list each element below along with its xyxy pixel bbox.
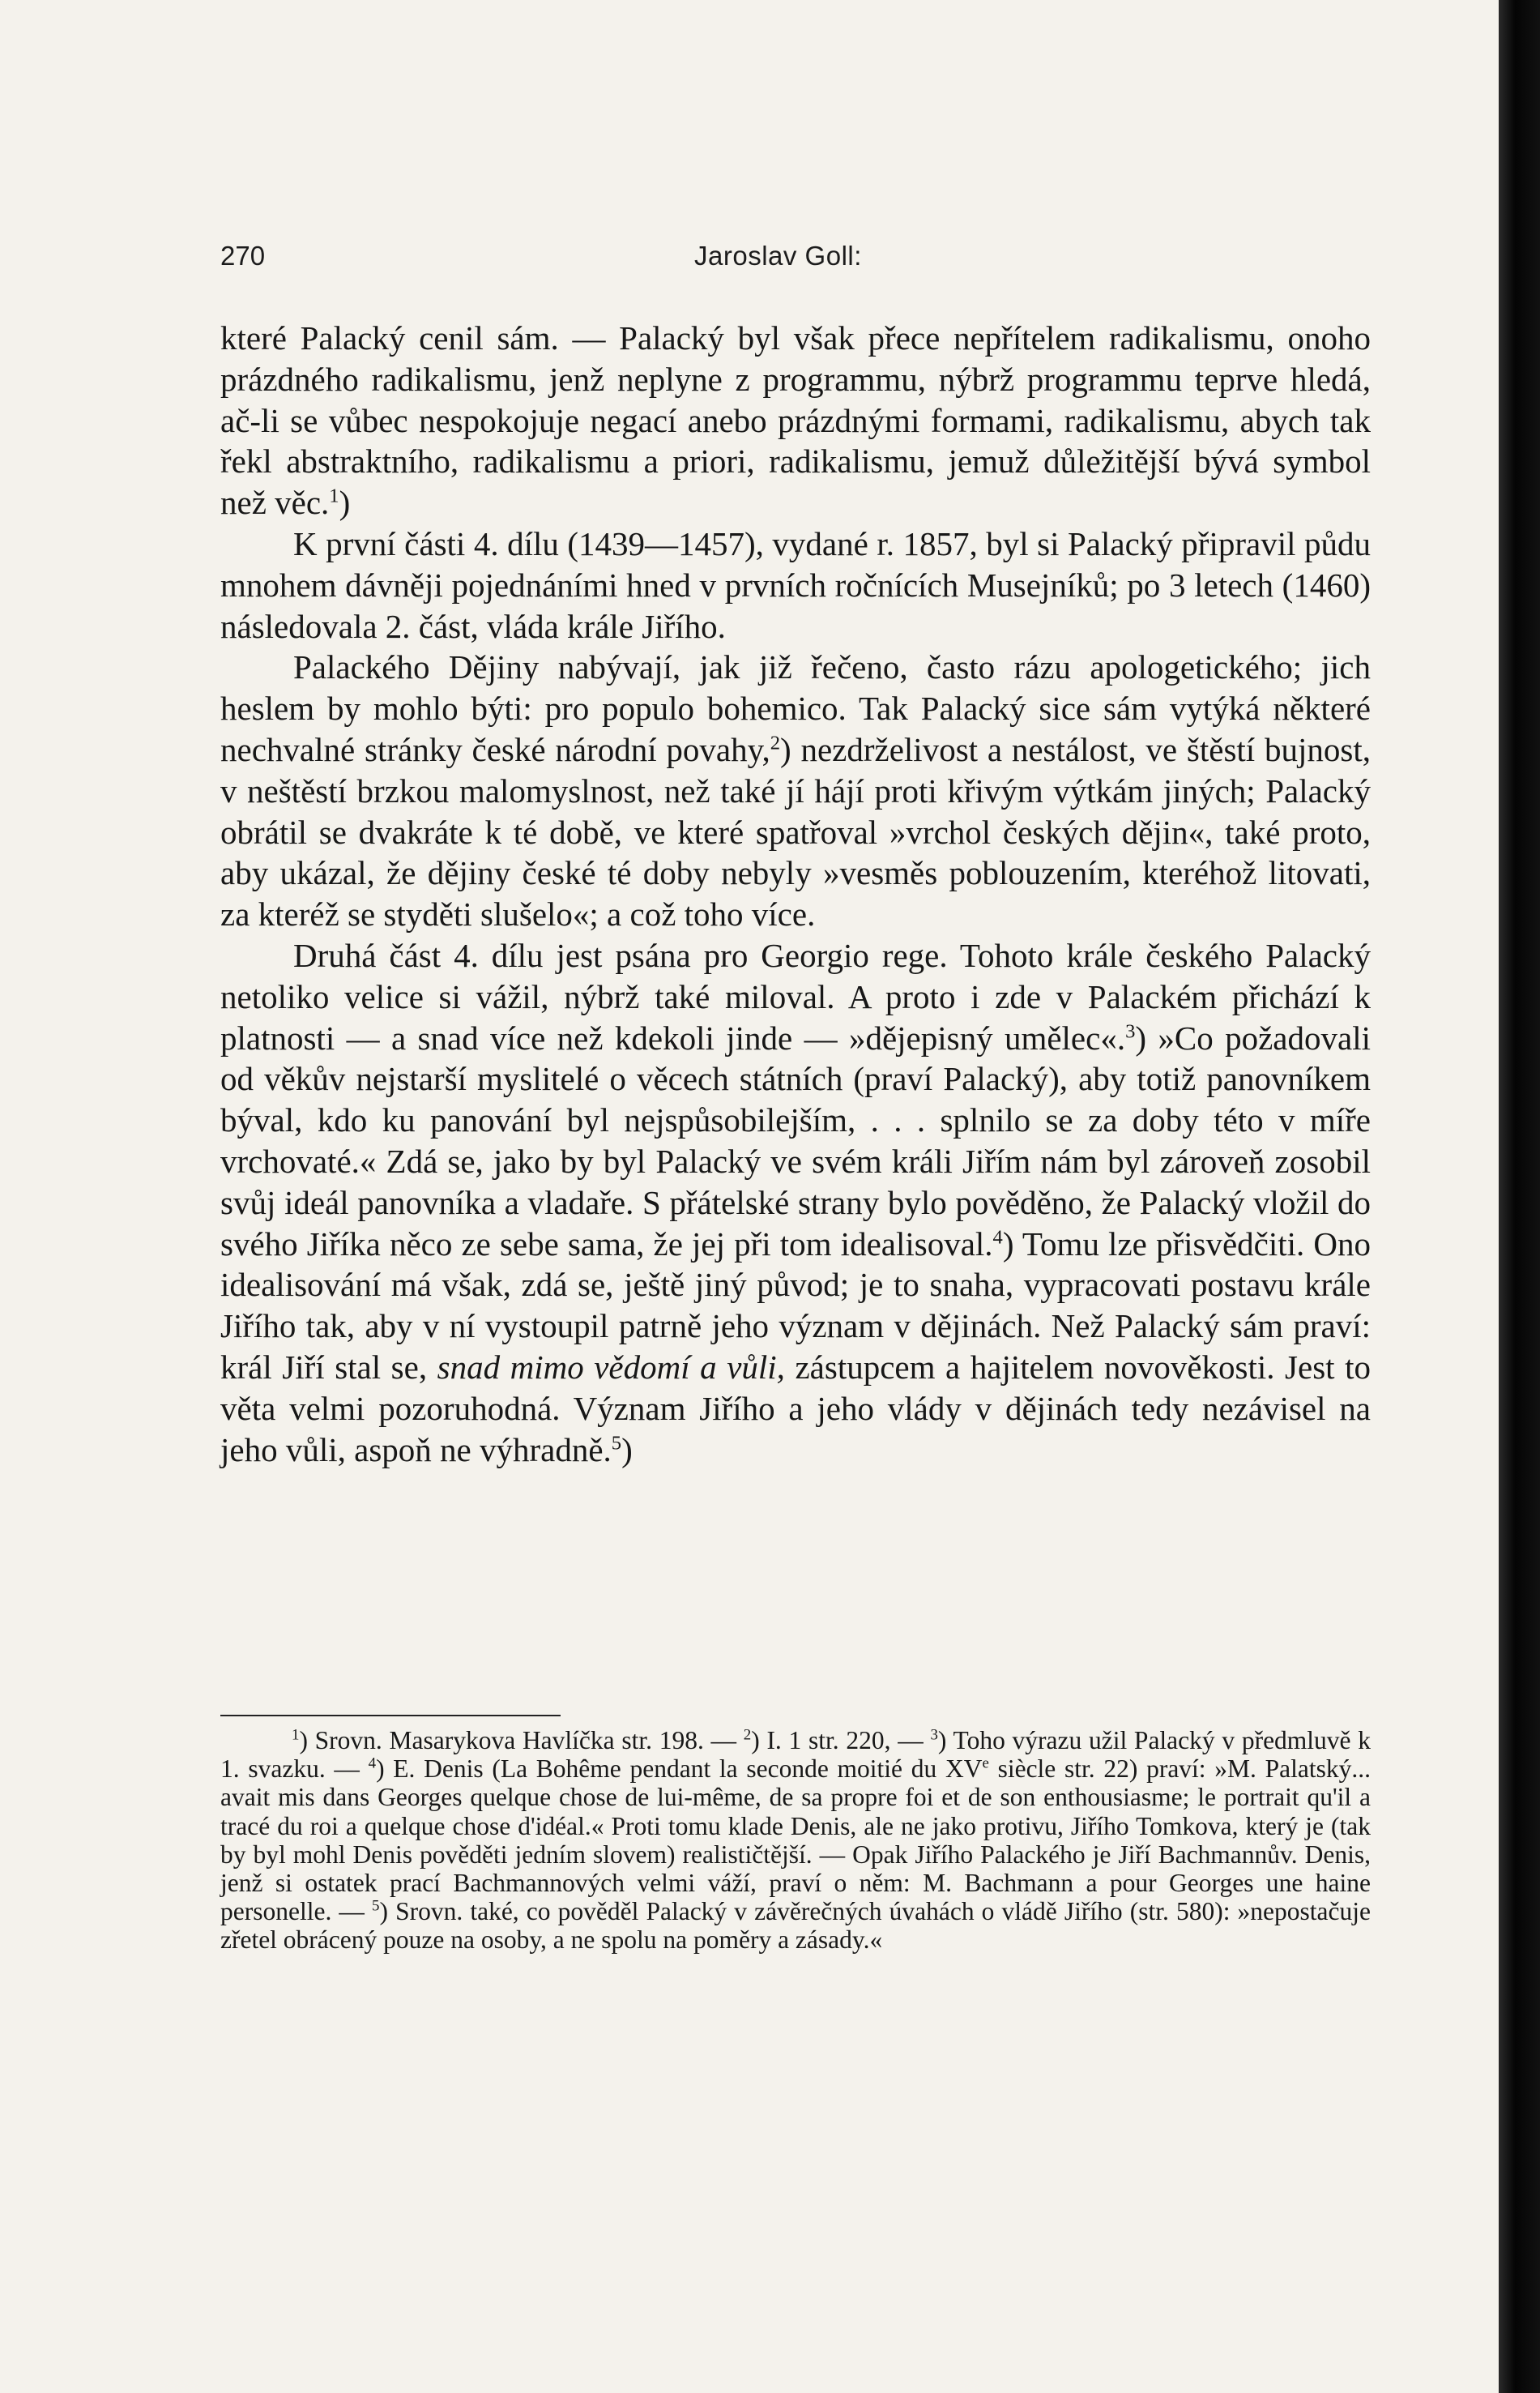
text-run: ) nezdrželivost a nestálost, ve štěstí bujnost, v neštěstí brzkou malomyslnost, než také jí hájí proti křivým výtkám jiných; Palacký obrátil se dvakráte k té době, ve které spatřoval »vrchol českých dějin«, také proto, aby ukázal, že dějiny české té doby nebyly »vesměs poblouzením, kteréhož litovati, za kteréž se styděti slušelo«; a což toho více. bbox=[220, 730, 1371, 934]
footnote-rule bbox=[220, 1715, 561, 1716]
text-run: které Palacký cenil sám. — Palacký byl však přece nepřítelem radikalismu, onoho prázdného radikalismu, jenž neplyne z programmu, nýbrž programmu teprve hledá, ač-li se vůbec nespokojuje negací anebo prázdnými formami, radikalismu, abych tak řekl abstraktního, radikalismu a priori, radikalismu, jemuž důležitější bývá symbol než věc. bbox=[220, 319, 1371, 522]
footnote-marker: 4 bbox=[992, 1225, 1003, 1248]
paragraph bbox=[220, 935, 1371, 1470]
text-run: Druhá část 4. dílu jest psána pro Georgio rege. Tohoto krále českého Palacký netoliko velice si vážil, nýbrž také miloval. A proto i zde v Palackém přichází k platnosti — a snad více než kdekoli jinde — »dějepisný umělec«. bbox=[220, 936, 1371, 1057]
text-run: Palackého Dějiny nabývají, jak již řečeno, často rázu apologetického; jich heslem by mohlo býti: pro populo bohemico. Tak Palacký sice sám vytýká některé nechvalné stránky české národní povahy, bbox=[220, 648, 1371, 768]
footnotes bbox=[220, 1726, 1371, 1955]
text-run: ) Srovn. také, co pověděl Palacký v závěrečných úvahách o vládě Jiřího (str. 580): »nepostačuje zřetel obrácený pouze na osoby, a ne spolu na poměry a zásady.« bbox=[220, 1897, 1371, 1955]
paragraph bbox=[220, 318, 1371, 523]
text-run: ) Toho výrazu užil Palacký v předmluvě k 1. svazku. — bbox=[220, 1726, 1371, 1784]
footnote-marker: 2 bbox=[770, 732, 780, 754]
footnote-marker: e bbox=[982, 1754, 989, 1772]
footnote-marker: 2 bbox=[743, 1726, 752, 1744]
footnote-marker: 4 bbox=[368, 1754, 377, 1772]
footnote-marker: 5 bbox=[372, 1897, 380, 1915]
text-run: ) I. 1 str. 220, — bbox=[751, 1726, 931, 1754]
footnote-marker: 5 bbox=[611, 1431, 622, 1454]
text-run: ) »Co požadovali od věkův nejstarší myslitelé o věcech státních (praví Palacký), aby totiž panovníkem býval, kdo ku panování byl nejspůsobilejším, . . . splnilo se za doby této v míře vrchovaté.« Zdá se, jako by byl Palacký ve svém králi Jiřím nám byl zároveň zosobil svůj ideál panovníka a vladaře. S přátelské strany bylo pověděno, že Palacký vložil do svého Jiříka něco ze sebe sama, že jej při tom idealisoval. bbox=[220, 1019, 1371, 1263]
footnote-marker: 3 bbox=[930, 1726, 938, 1744]
italic-text: snad mimo vědomí a vůli, bbox=[437, 1348, 785, 1386]
text-run: ) Srovn. Masarykova Havlíčka str. 198. — bbox=[299, 1726, 744, 1754]
text-run: K první části 4. dílu (1439—1457), vydané r. 1857, byl si Palacký připravil půdu mnohem dávněji pojednáními hned v prvních ročnících Musejníků; po 3 letech (1460) následovala 2. část, vláda krále Jiřího. bbox=[220, 524, 1371, 645]
body-text bbox=[220, 318, 1371, 1470]
footnote-marker: 1 bbox=[292, 1726, 300, 1744]
text-run: siècle str. 22) praví: »M. Palatský... avait mis dans Georges quelque chose de lui-même, de sa propre foi et de son enthousiasme; le portrait qu'il a tracé du roi a quelque chose d'idéal.« Proti tomu klade Denis, ale ne jako protivu, Jiřího Tomkova, který je (tak by byl mohl Denis pověděti jedním slovem) realističtější. — Opak Jiřího Palackého je Jiří Bachmannův. Denis, jenž si ostatek prací Bachmannových velmi váží, praví o něm: M. Bachmann a pour Georges une haine personelle. — bbox=[220, 1754, 1371, 1926]
paragraph bbox=[220, 647, 1371, 935]
running-head: Jaroslav Goll: bbox=[694, 241, 862, 271]
footnote-marker: 3 bbox=[1125, 1019, 1136, 1042]
scan-edge bbox=[1499, 0, 1540, 2393]
footnote-paragraph bbox=[220, 1726, 1371, 1955]
text-run: ) bbox=[339, 484, 351, 522]
paragraph bbox=[220, 523, 1371, 647]
footnote-marker: 1 bbox=[329, 485, 339, 507]
text-run: ) bbox=[621, 1430, 633, 1468]
text-run: zástupcem a hajitelem novověkosti. Jest to věta velmi pozoruhodná. Význam Jiřího a jeho vlády v dějinách tedy nezávisel na jeho vůli, aspoň ne výhradně. bbox=[220, 1348, 1371, 1468]
page-number: 270 bbox=[220, 241, 266, 271]
text-run: ) E. Denis (La Bohême pendant la seconde moitié du XV bbox=[376, 1754, 983, 1784]
text-run: ) Tomu lze přisvědčiti. Ono idealisování má však, zdá se, ještě jiný původ; je to snaha, vypracovati postavu krále Jiřího tak, aby v ní vystoupil patrně jeho význam v dějinách. Než Palacký sám praví: král Jiří stal se, bbox=[220, 1224, 1371, 1386]
page-header bbox=[220, 241, 1314, 289]
